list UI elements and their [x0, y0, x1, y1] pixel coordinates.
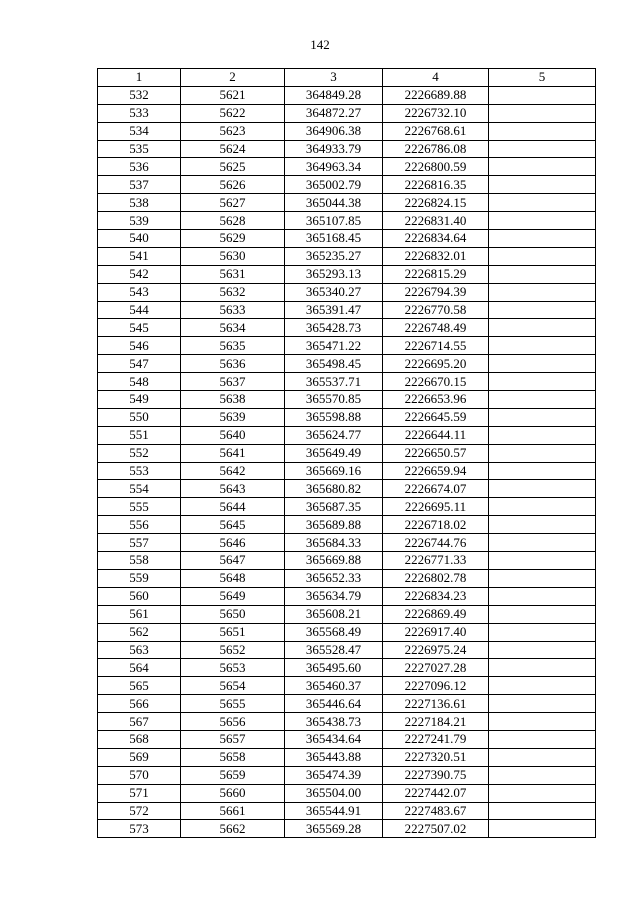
point-number-cell: 5650 [181, 605, 285, 623]
row-index-cell: 571 [98, 784, 181, 802]
point-number-cell: 5636 [181, 355, 285, 373]
x-coordinate-cell: 365340.27 [285, 283, 383, 301]
row-index-cell: 570 [98, 766, 181, 784]
row-index-cell: 540 [98, 230, 181, 248]
x-coordinate-cell: 365569.28 [285, 820, 383, 838]
x-coordinate-cell: 364872.27 [285, 104, 383, 122]
point-number-cell: 5654 [181, 677, 285, 695]
y-coordinate-cell: 2226869.49 [383, 605, 489, 623]
table-row [98, 176, 596, 194]
note-cell [489, 301, 596, 319]
x-coordinate-cell: 365570.85 [285, 391, 383, 409]
y-coordinate-cell: 2227136.61 [383, 695, 489, 713]
table-row [98, 480, 596, 498]
table-row [98, 391, 596, 409]
note-cell [489, 355, 596, 373]
note-cell [489, 820, 596, 838]
table-row [98, 426, 596, 444]
x-coordinate-cell: 364849.28 [285, 86, 383, 104]
y-coordinate-cell: 2226770.58 [383, 301, 489, 319]
point-number-cell: 5637 [181, 373, 285, 391]
row-index-cell: 538 [98, 194, 181, 212]
note-cell [489, 408, 596, 426]
point-number-cell: 5623 [181, 122, 285, 140]
table-row [98, 498, 596, 516]
x-coordinate-cell: 365438.73 [285, 713, 383, 731]
point-number-cell: 5649 [181, 587, 285, 605]
row-index-cell: 562 [98, 623, 181, 641]
note-cell [489, 498, 596, 516]
row-index-cell: 568 [98, 730, 181, 748]
row-index-cell: 550 [98, 408, 181, 426]
y-coordinate-cell: 2226786.08 [383, 140, 489, 158]
note-cell [489, 194, 596, 212]
table-header-row [98, 69, 596, 87]
point-number-cell: 5632 [181, 283, 285, 301]
table-row [98, 659, 596, 677]
table-row [98, 283, 596, 301]
point-number-cell: 5634 [181, 319, 285, 337]
table-row [98, 748, 596, 766]
note-cell [489, 695, 596, 713]
table-row [98, 713, 596, 731]
point-number-cell: 5657 [181, 730, 285, 748]
note-cell [489, 122, 596, 140]
note-cell [489, 391, 596, 409]
y-coordinate-cell: 2227096.12 [383, 677, 489, 695]
point-number-cell: 5660 [181, 784, 285, 802]
row-index-cell: 563 [98, 641, 181, 659]
x-coordinate-cell: 365504.00 [285, 784, 383, 802]
y-coordinate-cell: 2227184.21 [383, 713, 489, 731]
x-coordinate-cell: 365652.33 [285, 569, 383, 587]
point-number-cell: 5648 [181, 569, 285, 587]
note-cell [489, 605, 596, 623]
y-coordinate-cell: 2226834.23 [383, 587, 489, 605]
point-number-cell: 5626 [181, 176, 285, 194]
table-row [98, 462, 596, 480]
y-coordinate-cell: 2226834.64 [383, 230, 489, 248]
column-header: 1 [98, 69, 181, 87]
note-cell [489, 677, 596, 695]
x-coordinate-cell: 365471.22 [285, 337, 383, 355]
point-number-cell: 5655 [181, 695, 285, 713]
y-coordinate-cell: 2226748.49 [383, 319, 489, 337]
table-row [98, 534, 596, 552]
note-cell [489, 104, 596, 122]
point-number-cell: 5641 [181, 444, 285, 462]
y-coordinate-cell: 2226975.24 [383, 641, 489, 659]
note-cell [489, 247, 596, 265]
row-index-cell: 558 [98, 552, 181, 570]
note-cell [489, 140, 596, 158]
row-index-cell: 557 [98, 534, 181, 552]
table-body [98, 69, 596, 838]
table-row [98, 373, 596, 391]
x-coordinate-cell: 365002.79 [285, 176, 383, 194]
point-number-cell: 5629 [181, 230, 285, 248]
x-coordinate-cell: 365687.35 [285, 498, 383, 516]
column-header: 2 [181, 69, 285, 87]
x-coordinate-cell: 364963.34 [285, 158, 383, 176]
note-cell [489, 212, 596, 230]
table-row [98, 766, 596, 784]
column-header: 5 [489, 69, 596, 87]
table-row [98, 265, 596, 283]
table-row [98, 552, 596, 570]
y-coordinate-cell: 2227507.02 [383, 820, 489, 838]
point-number-cell: 5662 [181, 820, 285, 838]
row-index-cell: 555 [98, 498, 181, 516]
table-row [98, 605, 596, 623]
note-cell [489, 713, 596, 731]
y-coordinate-cell: 2226732.10 [383, 104, 489, 122]
x-coordinate-cell: 365608.21 [285, 605, 383, 623]
table-row [98, 802, 596, 820]
note-cell [489, 641, 596, 659]
row-index-cell: 572 [98, 802, 181, 820]
coordinates-table [97, 68, 596, 838]
row-index-cell: 539 [98, 212, 181, 230]
point-number-cell: 5659 [181, 766, 285, 784]
y-coordinate-cell: 2226832.01 [383, 247, 489, 265]
point-number-cell: 5653 [181, 659, 285, 677]
y-coordinate-cell: 2226718.02 [383, 516, 489, 534]
point-number-cell: 5621 [181, 86, 285, 104]
point-number-cell: 5642 [181, 462, 285, 480]
y-coordinate-cell: 2226670.15 [383, 373, 489, 391]
y-coordinate-cell: 2226659.94 [383, 462, 489, 480]
point-number-cell: 5646 [181, 534, 285, 552]
x-coordinate-cell: 365168.45 [285, 230, 383, 248]
table-row [98, 641, 596, 659]
x-coordinate-cell: 365107.85 [285, 212, 383, 230]
y-coordinate-cell: 2227241.79 [383, 730, 489, 748]
y-coordinate-cell: 2227390.75 [383, 766, 489, 784]
point-number-cell: 5625 [181, 158, 285, 176]
y-coordinate-cell: 2226695.11 [383, 498, 489, 516]
x-coordinate-cell: 365443.88 [285, 748, 383, 766]
row-index-cell: 542 [98, 265, 181, 283]
x-coordinate-cell: 364906.38 [285, 122, 383, 140]
y-coordinate-cell: 2226645.59 [383, 408, 489, 426]
x-coordinate-cell: 365528.47 [285, 641, 383, 659]
table-row [98, 730, 596, 748]
note-cell [489, 319, 596, 337]
point-number-cell: 5624 [181, 140, 285, 158]
table-row [98, 623, 596, 641]
point-number-cell: 5638 [181, 391, 285, 409]
note-cell [489, 587, 596, 605]
y-coordinate-cell: 2226695.20 [383, 355, 489, 373]
y-coordinate-cell: 2226802.78 [383, 569, 489, 587]
row-index-cell: 559 [98, 569, 181, 587]
row-index-cell: 564 [98, 659, 181, 677]
note-cell [489, 730, 596, 748]
row-index-cell: 537 [98, 176, 181, 194]
x-coordinate-cell: 365537.71 [285, 373, 383, 391]
note-cell [489, 748, 596, 766]
x-coordinate-cell: 365391.47 [285, 301, 383, 319]
y-coordinate-cell: 2227320.51 [383, 748, 489, 766]
row-index-cell: 554 [98, 480, 181, 498]
note-cell [489, 444, 596, 462]
x-coordinate-cell: 365434.64 [285, 730, 383, 748]
note-cell [489, 766, 596, 784]
x-coordinate-cell: 365669.88 [285, 552, 383, 570]
table-row [98, 677, 596, 695]
row-index-cell: 549 [98, 391, 181, 409]
x-coordinate-cell: 364933.79 [285, 140, 383, 158]
column-header: 4 [383, 69, 489, 87]
table-row [98, 247, 596, 265]
note-cell [489, 373, 596, 391]
point-number-cell: 5647 [181, 552, 285, 570]
note-cell [489, 176, 596, 194]
row-index-cell: 547 [98, 355, 181, 373]
point-number-cell: 5661 [181, 802, 285, 820]
row-index-cell: 546 [98, 337, 181, 355]
x-coordinate-cell: 365498.45 [285, 355, 383, 373]
row-index-cell: 544 [98, 301, 181, 319]
row-index-cell: 536 [98, 158, 181, 176]
table-row [98, 337, 596, 355]
table-row [98, 444, 596, 462]
page-number: 142 [310, 37, 330, 52]
point-number-cell: 5658 [181, 748, 285, 766]
note-cell [489, 534, 596, 552]
y-coordinate-cell: 2227442.07 [383, 784, 489, 802]
row-index-cell: 548 [98, 373, 181, 391]
x-coordinate-cell: 365680.82 [285, 480, 383, 498]
x-coordinate-cell: 365649.49 [285, 444, 383, 462]
table-row [98, 122, 596, 140]
table-row [98, 140, 596, 158]
note-cell [489, 569, 596, 587]
row-index-cell: 533 [98, 104, 181, 122]
note-cell [489, 802, 596, 820]
y-coordinate-cell: 2226653.96 [383, 391, 489, 409]
table-row [98, 784, 596, 802]
y-coordinate-cell: 2226824.15 [383, 194, 489, 212]
row-index-cell: 534 [98, 122, 181, 140]
x-coordinate-cell: 365235.27 [285, 247, 383, 265]
row-index-cell: 543 [98, 283, 181, 301]
y-coordinate-cell: 2226815.29 [383, 265, 489, 283]
y-coordinate-cell: 2226650.57 [383, 444, 489, 462]
column-header: 3 [285, 69, 383, 87]
x-coordinate-cell: 365293.13 [285, 265, 383, 283]
note-cell [489, 426, 596, 444]
table-row [98, 230, 596, 248]
note-cell [489, 516, 596, 534]
y-coordinate-cell: 2226689.88 [383, 86, 489, 104]
table-row [98, 516, 596, 534]
y-coordinate-cell: 2226917.40 [383, 623, 489, 641]
table-row [98, 820, 596, 838]
x-coordinate-cell: 365624.77 [285, 426, 383, 444]
table-row [98, 86, 596, 104]
point-number-cell: 5622 [181, 104, 285, 122]
x-coordinate-cell: 365634.79 [285, 587, 383, 605]
x-coordinate-cell: 365428.73 [285, 319, 383, 337]
table-row [98, 569, 596, 587]
note-cell [489, 265, 596, 283]
table-row [98, 355, 596, 373]
table-row [98, 695, 596, 713]
point-number-cell: 5631 [181, 265, 285, 283]
row-index-cell: 556 [98, 516, 181, 534]
row-index-cell: 553 [98, 462, 181, 480]
point-number-cell: 5643 [181, 480, 285, 498]
point-number-cell: 5644 [181, 498, 285, 516]
row-index-cell: 532 [98, 86, 181, 104]
note-cell [489, 480, 596, 498]
note-cell [489, 462, 596, 480]
y-coordinate-cell: 2226674.07 [383, 480, 489, 498]
point-number-cell: 5633 [181, 301, 285, 319]
row-index-cell: 541 [98, 247, 181, 265]
point-number-cell: 5630 [181, 247, 285, 265]
x-coordinate-cell: 365044.38 [285, 194, 383, 212]
x-coordinate-cell: 365460.37 [285, 677, 383, 695]
note-cell [489, 659, 596, 677]
note-cell [489, 230, 596, 248]
note-cell [489, 86, 596, 104]
table-row [98, 104, 596, 122]
y-coordinate-cell: 2227483.67 [383, 802, 489, 820]
y-coordinate-cell: 2226768.61 [383, 122, 489, 140]
y-coordinate-cell: 2227027.28 [383, 659, 489, 677]
table-row [98, 301, 596, 319]
point-number-cell: 5656 [181, 713, 285, 731]
point-number-cell: 5628 [181, 212, 285, 230]
point-number-cell: 5652 [181, 641, 285, 659]
y-coordinate-cell: 2226771.33 [383, 552, 489, 570]
row-index-cell: 565 [98, 677, 181, 695]
y-coordinate-cell: 2226714.55 [383, 337, 489, 355]
table-row [98, 212, 596, 230]
y-coordinate-cell: 2226744.76 [383, 534, 489, 552]
point-number-cell: 5639 [181, 408, 285, 426]
table-row [98, 319, 596, 337]
x-coordinate-cell: 365474.39 [285, 766, 383, 784]
row-index-cell: 561 [98, 605, 181, 623]
y-coordinate-cell: 2226794.39 [383, 283, 489, 301]
row-index-cell: 569 [98, 748, 181, 766]
y-coordinate-cell: 2226831.40 [383, 212, 489, 230]
row-index-cell: 551 [98, 426, 181, 444]
point-number-cell: 5627 [181, 194, 285, 212]
note-cell [489, 552, 596, 570]
note-cell [489, 283, 596, 301]
row-index-cell: 566 [98, 695, 181, 713]
x-coordinate-cell: 365446.64 [285, 695, 383, 713]
x-coordinate-cell: 365495.60 [285, 659, 383, 677]
point-number-cell: 5651 [181, 623, 285, 641]
x-coordinate-cell: 365544.91 [285, 802, 383, 820]
row-index-cell: 573 [98, 820, 181, 838]
note-cell [489, 623, 596, 641]
table-row [98, 587, 596, 605]
point-number-cell: 5645 [181, 516, 285, 534]
table-row [98, 194, 596, 212]
point-number-cell: 5635 [181, 337, 285, 355]
row-index-cell: 535 [98, 140, 181, 158]
y-coordinate-cell: 2226816.35 [383, 176, 489, 194]
x-coordinate-cell: 365598.88 [285, 408, 383, 426]
x-coordinate-cell: 365568.49 [285, 623, 383, 641]
note-cell [489, 337, 596, 355]
note-cell [489, 784, 596, 802]
x-coordinate-cell: 365684.33 [285, 534, 383, 552]
x-coordinate-cell: 365669.16 [285, 462, 383, 480]
table-row [98, 158, 596, 176]
row-index-cell: 552 [98, 444, 181, 462]
row-index-cell: 567 [98, 713, 181, 731]
row-index-cell: 560 [98, 587, 181, 605]
y-coordinate-cell: 2226644.11 [383, 426, 489, 444]
y-coordinate-cell: 2226800.59 [383, 158, 489, 176]
row-index-cell: 545 [98, 319, 181, 337]
x-coordinate-cell: 365689.88 [285, 516, 383, 534]
table-row [98, 408, 596, 426]
point-number-cell: 5640 [181, 426, 285, 444]
note-cell [489, 158, 596, 176]
